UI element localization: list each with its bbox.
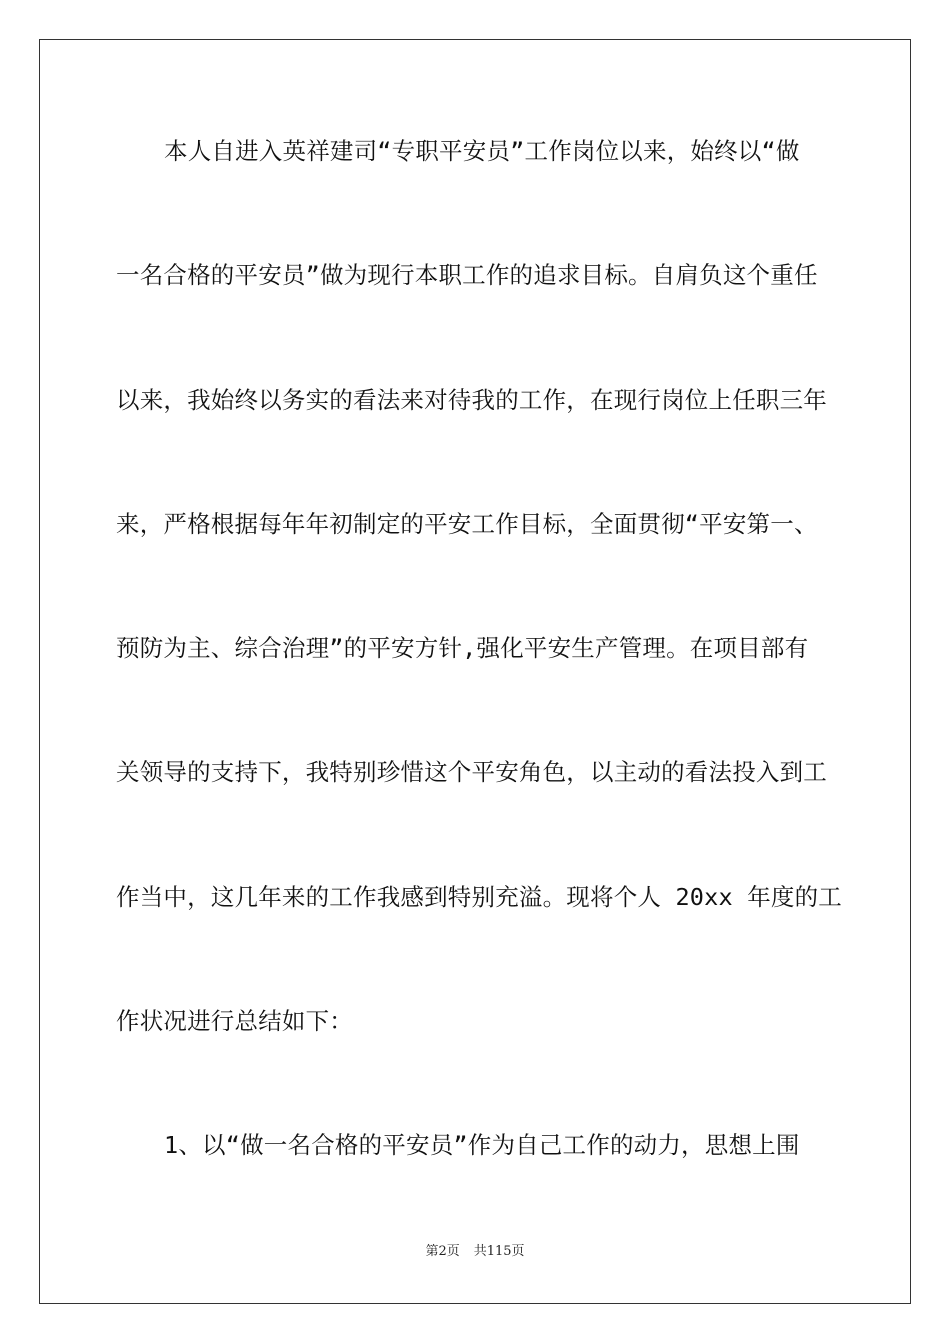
paragraph-1-line-7: 作当中，这几年来的工作我感到特别充溢。现将个人 20xx 年度的工 — [116, 882, 842, 911]
paragraph-2-line-1: 1、以“做一名合格的平安员”作为自己工作的动力，思想上围 — [164, 1131, 800, 1160]
paragraph-1-line-1: 本人自进入英祥建司“专职平安员”工作岗位以来，始终以“做 — [164, 137, 800, 165]
page-footer — [0, 1240, 950, 1259]
paragraph-1-line-5: 预防为主、综合治理”的平安方针,强化平安生产管理。在项目部有 — [116, 634, 809, 663]
paragraph-1-line-6: 关领导的支持下，我特别珍惜这个平安角色，以主动的看法投入到工 — [116, 758, 827, 787]
document-body — [116, 123, 842, 1242]
paragraph-1-line-3: 以来，我始终以务实的看法来对待我的工作，在现行岗位上任职三年 — [116, 385, 827, 414]
paragraph-1-line-4: 来，严格根据每年年初制定的平安工作目标，全面贯彻“平安第一、 — [116, 509, 818, 538]
page-total: 共115页 — [473, 1244, 525, 1259]
paragraph-1-line-8: 作状况进行总结如下： — [116, 1007, 353, 1036]
page-number: 第2页 — [425, 1244, 460, 1259]
paragraph-1-line-2: 一名合格的平安员”做为现行本职工作的追求目标。自肩负这个重任 — [116, 261, 818, 290]
